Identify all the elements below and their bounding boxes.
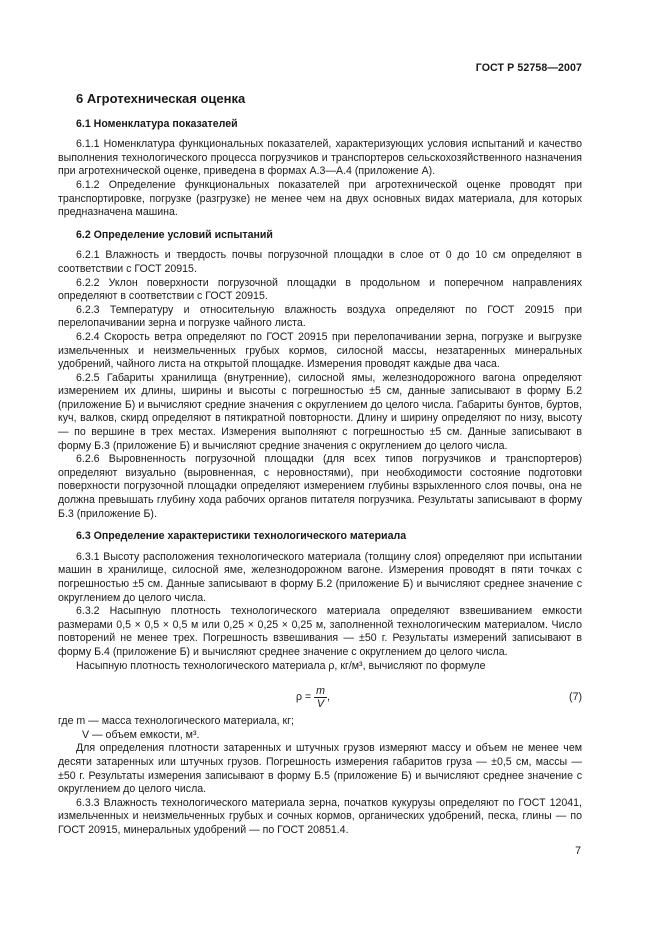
paragraph-6-2-3: 6.2.3 Температуру и относительную влажность воздуха определяют по ГОСТ 20915 при перелопачивании зерна и погрузке чайного листа. — [58, 303, 582, 330]
section-title: 6 Агротехническая оценка — [76, 91, 246, 106]
paragraph-6-2-6: 6.2.6 Выровненность погрузочной площадки (для всех типов погрузчиков и транспортеров) определяют визуально (выровненная, с неровностями), при необходимости состояние подготовки поверхности погрузочной площадки определяют измерением глубины взрыхленного слоя почвы, она не должна превышать глубину хода рабочих органов питателя погрузчика. Результаты записывают в форму Б.3 (приложение Б). — [58, 453, 582, 520]
paragraph-6-2-4: 6.2.4 Скорость ветра определяют по ГОСТ 20915 при перелопачивании зерна, погрузке и выгрузке измельченных и неизмельченных грубых кормов, силосной массы, незатаренных минеральных удобрений, чайного листа на открытой площадке. Измерения проводят каждые два часа. — [58, 330, 582, 371]
paragraph-6-3-1: 6.3.1 Высоту расположения технологического материала (толщину слоя) определяют при испытании машин в хранилище, силосной яме, железнодорожном вагоне. Измерения проводят в пяти точках с погрешностью ±5 см. Данные записывают в форму Б.2 (приложение Б) и вычисляют среднее значение с округлением до целого числа. — [58, 550, 582, 604]
subsection-title-6-2: 6.2 Определение условий испытаний — [76, 228, 273, 241]
formula-denominator: V — [317, 698, 325, 711]
paragraph-6-3-2: 6.3.2 Насыпную плотность технологического материала определяют взвешиванием емкости размерами 0,5 × 0,5 × 0,5 м или 0,25 × 0,25 × 0,25 м, заполненной технологическим материалом. Число повторений не менее трех. Погрешность взвешивания — ±50 г. Результаты измерений записывают в форму Б.4 (приложение Б) и вычисляют среднее значение с округлением до целого числа. — [58, 605, 582, 658]
paragraph-6-1-2: 6.1.2 Определение функциональных показателей при агротехнической оценке проводят при транспортировке, погрузке (разгрузке) не менее чем на двух основных видах материала, для которых предназначена машина. — [58, 178, 582, 219]
subsection-title-6-3: 6.3 Определение характеристики технологического материала — [76, 530, 407, 543]
page-number: 7 — [575, 845, 581, 857]
formula-lhs: ρ = — [296, 690, 312, 703]
standard-header: ГОСТ Р 52758—2007 — [475, 62, 582, 74]
formula-number: (7) — [569, 691, 582, 704]
paragraph-6-2-2: 6.2.2 Уклон поверхности погрузочной площадки в продольном и поперечном направлениях определяют в соответствии с ГОСТ 20915. — [58, 276, 582, 303]
paragraph-6-1-1: 6.1.1 Номенклатура функциональных показателей, характеризующих условия испытаний и качество выполнения технологического процесса погрузчиков и транспортеров сельскохозяйственного назначения при агротехнической оценке, приведена в формах А.3—А.4 (приложение А). — [58, 138, 582, 178]
paragraph-6-3-3: 6.3.3 Влажность технологического материала зерна, початков кукурузы определяют по ГОСТ 12041, измельченных и неизмельченных грубых и сочных кормов, органических удобрений, песка, глины — по ГОСТ 20915, минеральных удобрений — по ГОСТ 20851.4. — [58, 796, 582, 836]
formula-expression — [296, 685, 330, 710]
formula-where-m: где m — масса технологического материала, кг; — [58, 715, 294, 728]
paragraph-6-2-5: 6.2.5 Габариты хранилища (внутренние), силосной ямы, железнодорожного вагона определяют измерением их длины, ширины и высоты с погрешностью ±5 см, данные записывают в форму Б.2 (приложение Б) и вычисляют средние значения с округлением до целого числа. Габариты бунтов, буртов, куч, валков, скирд определяют в пятикратной повторности. Длину и ширину определяют по низу, высоту — по вершине в трех местах. Измерения выполняют с погрешностью ±5 см. Данные записывают в форму Б.3 (приложение Б) и вычисляют средние значения с округлением до целого числа. — [58, 371, 582, 452]
formula-fraction — [314, 685, 327, 710]
formula-numerator: m — [316, 685, 325, 698]
paragraph-packed-goods: Для определения плотности затаренных и штучных грузов измеряют массу и объем не менее чем десяти затаренных или штучных грузов. Погрешность измерения габаритов груза — ±0,5 см, массы — ±50 г. Результаты измерения записывают в форму Б.5 (приложение Б) и вычисляют среднее значение с округлением до целого числа. — [58, 742, 582, 796]
formula-where-v: V — объем емкости, м³. — [82, 728, 200, 741]
paragraph-6-2-1: 6.2.1 Влажность и твердость почвы погрузочной площадки в слое от 0 до 10 см определяют в соответствии с ГОСТ 20915. — [58, 249, 582, 275]
formula-density — [58, 679, 582, 711]
formula-tail: , — [326, 690, 330, 703]
page-content — [58, 92, 582, 838]
paragraph-density-intro: Насыпную плотность технологического материала ρ, кг/м³, вычисляют по формуле — [76, 659, 486, 672]
subsection-title-6-1: 6.1 Номенклатура показателей — [76, 117, 238, 130]
